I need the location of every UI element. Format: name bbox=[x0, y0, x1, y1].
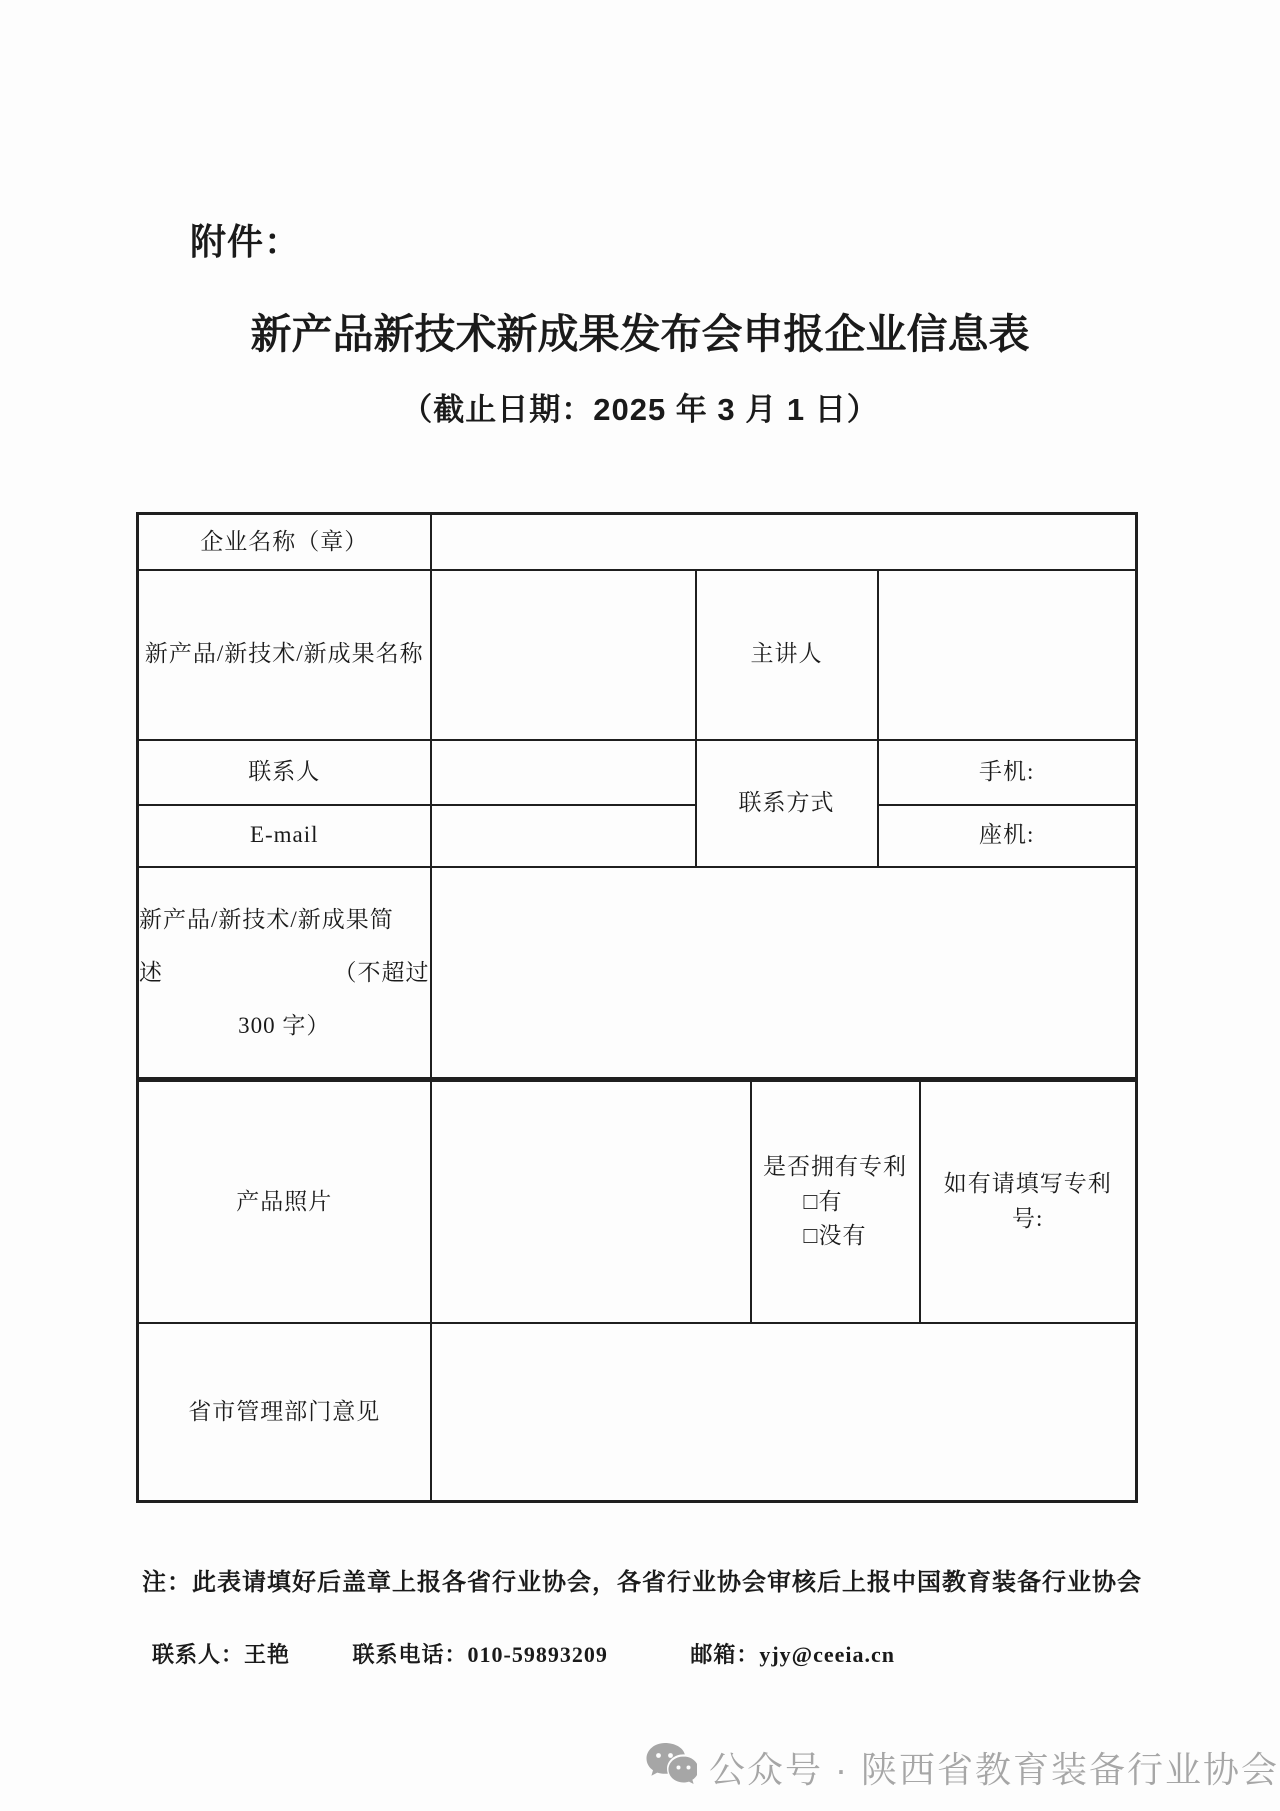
patent-question-label: 是否拥有专利 bbox=[763, 1154, 907, 1179]
patent-option-yes bbox=[804, 1185, 867, 1220]
contact-email: 邮箱：yjy@ceeia.cn bbox=[690, 1642, 896, 1667]
patent-number-label-line-2: 号: bbox=[1012, 1205, 1044, 1231]
page-subtitle: （截止日期：2025 年 3 月 1 日） bbox=[401, 392, 879, 427]
photo-label: 产品照片 bbox=[138, 1080, 431, 1323]
mobile-label: 手机: bbox=[878, 740, 1137, 805]
landline-label: 座机: bbox=[878, 805, 1137, 867]
watermark-footer bbox=[645, 1740, 1279, 1794]
page-title: 新产品新技术新成果发布会申报企业信息表 bbox=[250, 311, 1030, 357]
patent-number-cell bbox=[920, 1080, 1137, 1323]
company-name-input-cell bbox=[431, 514, 1137, 570]
patent-option-no bbox=[804, 1219, 867, 1254]
row-email bbox=[138, 805, 1137, 867]
product-name-input-cell bbox=[431, 570, 696, 740]
email-label: E-mail bbox=[138, 805, 431, 867]
watermark-text: 公众号 · 陕西省教育装备行业协会 bbox=[709, 1748, 1279, 1790]
row-company-name bbox=[138, 514, 1137, 570]
contact-phone: 联系电话：010-59893209 bbox=[352, 1642, 608, 1667]
row-photo-patent bbox=[138, 1080, 1137, 1323]
wechat-icon bbox=[645, 1742, 697, 1792]
contact-line bbox=[152, 1638, 895, 1669]
row-product-name bbox=[138, 570, 1137, 740]
patent-option-no-label: 没有 bbox=[818, 1223, 867, 1248]
photo-input-cell bbox=[431, 1080, 751, 1323]
authority-opinion-label: 省市管理部门意见 bbox=[138, 1323, 431, 1502]
summary-label bbox=[138, 867, 431, 1080]
checkbox-icon: □ bbox=[803, 1188, 819, 1214]
row-contact-person bbox=[138, 740, 1137, 805]
summary-label-line-1: 新产品/新技术/新成果简 bbox=[139, 906, 394, 932]
summary-input-cell bbox=[431, 867, 1137, 1080]
patent-number-label-line-1: 如有请填写专利 bbox=[943, 1171, 1112, 1197]
email-input-cell bbox=[431, 805, 696, 867]
patent-options bbox=[804, 1185, 867, 1254]
contact-method-label: 联系方式 bbox=[696, 740, 878, 867]
patent-question-cell bbox=[751, 1080, 920, 1323]
checkbox-icon: □ bbox=[803, 1223, 819, 1248]
summary-label-line-3: 300 字） bbox=[238, 1012, 331, 1038]
company-name-label: 企业名称（章） bbox=[138, 514, 431, 570]
speaker-input-cell bbox=[878, 570, 1137, 740]
row-summary bbox=[138, 867, 1137, 1080]
summary-label-line-2: 述 （不超过 bbox=[139, 959, 430, 985]
product-name-label: 新产品/新技术/新成果名称 bbox=[138, 570, 431, 740]
attachment-label: 附件： bbox=[190, 221, 302, 262]
row-authority-opinion bbox=[138, 1323, 1137, 1502]
contact-person-input-cell bbox=[431, 740, 696, 805]
contact-person: 联系人：王艳 bbox=[152, 1642, 291, 1667]
application-form-table bbox=[136, 512, 1138, 1503]
speaker-label: 主讲人 bbox=[696, 570, 878, 740]
patent-option-yes-label: 有 bbox=[818, 1188, 843, 1214]
authority-opinion-input-cell bbox=[431, 1323, 1137, 1502]
note-line: 注：此表请填好后盖章上报各省行业协会，各省行业协会审核后上报中国教育装备行业协会 bbox=[142, 1570, 1142, 1596]
contact-person-label: 联系人 bbox=[138, 740, 431, 805]
